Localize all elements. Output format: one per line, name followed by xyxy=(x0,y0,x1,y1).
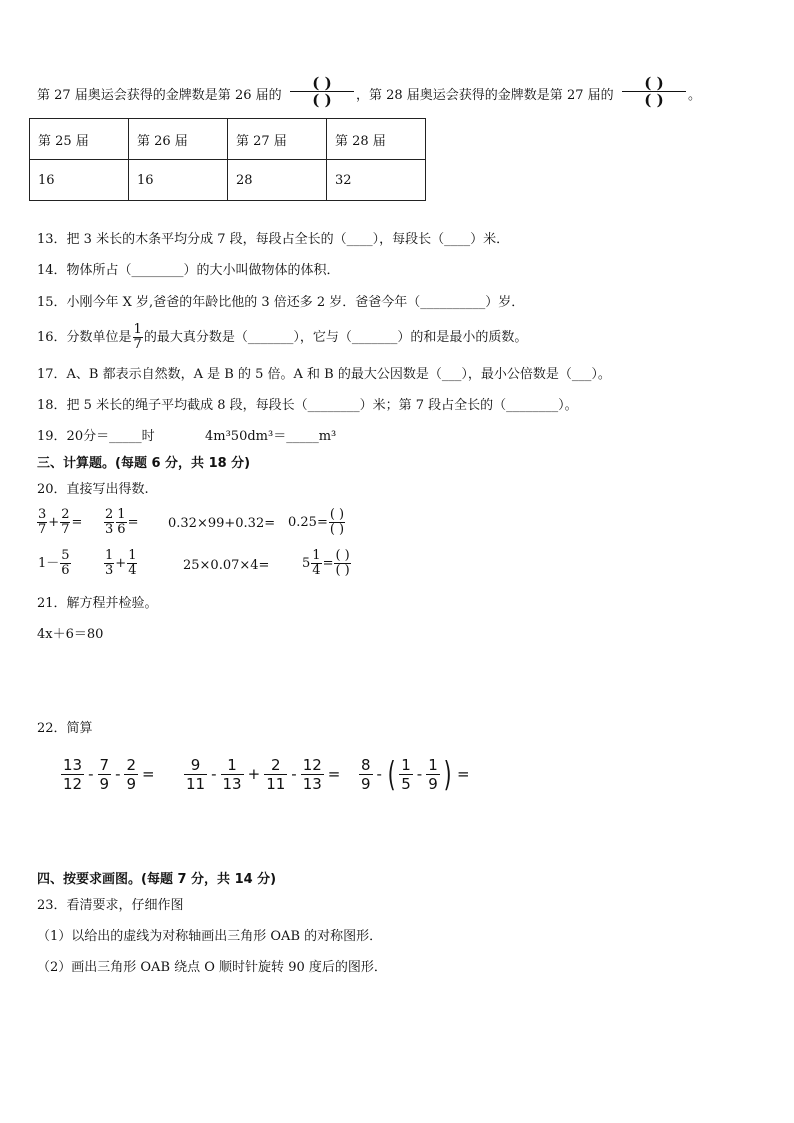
fraction-numerator: 9 xyxy=(190,756,201,774)
left-parenthesis: ( xyxy=(387,754,396,795)
table-cell: 第 27 届 xyxy=(228,119,327,160)
fraction-numerator: 1 xyxy=(133,322,142,337)
fraction xyxy=(98,756,112,793)
q12-blank-denominator-1[interactable]: ( ) xyxy=(312,91,332,109)
section-3-title: 三、计算题。(每题 6 分，共 18 分) xyxy=(37,456,251,471)
fraction-denominator: 4 xyxy=(128,563,137,578)
question-20: 20．直接写出得数. xyxy=(37,482,149,497)
fraction-denominator: 9 xyxy=(99,775,110,793)
calc-1a xyxy=(36,508,82,538)
operator: - xyxy=(115,765,121,783)
q12-text-part2: ，第 28 届奥运会获得的金牌数是第 27 届的 xyxy=(356,88,614,103)
answer-fraction[interactable] xyxy=(334,549,350,578)
equals: = xyxy=(142,765,155,783)
question-14: 14．物体所占（________）的大小叫做物体的体积． xyxy=(37,263,340,278)
table-cell: 32 xyxy=(327,160,426,201)
q12-text-part1: 第 27 届奥运会获得的金牌数是第 26 届的 xyxy=(37,88,282,103)
calc-1b xyxy=(103,508,138,538)
operator: - xyxy=(211,765,217,783)
equals: = xyxy=(127,515,139,530)
operator: + xyxy=(115,556,127,571)
table-cell: 第 25 届 xyxy=(30,119,129,160)
answer-fraction[interactable] xyxy=(329,508,345,537)
question-22: 22．简算 xyxy=(37,721,93,736)
fraction-denominator: 9 xyxy=(361,775,371,793)
q12-answer-fraction-2[interactable] xyxy=(622,75,686,108)
fraction xyxy=(60,508,70,537)
calc-1d xyxy=(288,508,346,538)
q12-answer-fraction-1[interactable] xyxy=(290,75,354,108)
fraction-denominator[interactable]: ( ) xyxy=(329,522,345,537)
fraction xyxy=(264,756,287,793)
question-19b: 4m³50dm³＝_____m³ xyxy=(205,429,337,444)
table-cell: 第 26 届 xyxy=(129,119,228,160)
calc-1c: 0.32×99+0.32= xyxy=(168,516,276,531)
operator: + xyxy=(247,765,261,783)
fraction-denominator: 9 xyxy=(126,775,137,793)
question-16-prefix: 16．分数单位是 xyxy=(37,330,132,345)
simplify-expression-2 xyxy=(183,754,343,794)
fraction-denominator: 9 xyxy=(428,775,438,793)
q12-blank-numerator-2[interactable]: ( ) xyxy=(644,74,664,92)
operator: - xyxy=(416,765,423,783)
fraction-numerator[interactable]: ( ) xyxy=(335,548,350,563)
fraction-denominator: 4 xyxy=(312,563,321,578)
equals: = xyxy=(327,765,341,783)
equals: = xyxy=(71,515,83,530)
fraction-numerator: 1 xyxy=(117,507,126,522)
fraction xyxy=(127,549,137,578)
fraction-denominator: 12 xyxy=(63,775,83,793)
fraction-denominator: 3 xyxy=(105,522,114,537)
whole-number: 5 xyxy=(302,556,311,571)
fraction-numerator: 7 xyxy=(99,756,110,774)
question-15: 15．小刚今年 X 岁,爸爸的年龄比他的 3 倍还多 2 岁．爸爸今年（__________）岁． xyxy=(37,295,525,310)
fraction-denominator: 13 xyxy=(302,775,322,793)
fraction-numerator: 13 xyxy=(63,756,83,774)
question-23: 23．看清要求，仔细作图 xyxy=(37,898,184,913)
fraction xyxy=(104,508,114,537)
fraction-numerator: 1 xyxy=(128,548,137,563)
fraction xyxy=(399,756,413,793)
fraction-numerator: 2 xyxy=(126,756,137,774)
fraction-denominator[interactable]: ( ) xyxy=(335,563,350,578)
fraction-numerator: 1 xyxy=(105,548,114,563)
fraction-numerator: 8 xyxy=(361,756,371,774)
fraction-numerator: 1 xyxy=(401,756,411,774)
fraction-numerator: 2 xyxy=(105,507,114,522)
question-19a: 19．20分＝_____时 xyxy=(37,429,155,444)
fraction-denominator: 3 xyxy=(105,563,114,578)
fraction xyxy=(116,508,126,537)
table-cell: 16 xyxy=(30,160,129,201)
operator: - xyxy=(291,765,297,783)
fraction xyxy=(311,549,321,578)
calc-2c: 25×0.07×4= xyxy=(183,558,270,573)
fraction xyxy=(301,756,324,793)
equals: = xyxy=(457,765,470,783)
fraction xyxy=(37,508,47,537)
fraction-denominator: 11 xyxy=(266,775,286,793)
fraction-numerator: 1 xyxy=(227,756,237,774)
equals: = xyxy=(322,556,334,571)
q12-blank-denominator-2[interactable]: ( ) xyxy=(644,91,664,109)
fraction xyxy=(184,756,207,793)
fraction-denominator: 7 xyxy=(61,522,70,537)
fraction-denominator: 6 xyxy=(117,522,126,537)
question-18: 18．把 5 米长的绳子平均截成 8 段，每段长（________）米；第 7 段占全长的（________）。 xyxy=(37,398,578,413)
fraction-denominator: 11 xyxy=(186,775,206,793)
question-13: 13．把 3 米长的木条平均分成 7 段，每段占全长的（____），每段长（____）米． xyxy=(37,232,510,247)
fraction-numerator[interactable]: ( ) xyxy=(329,507,345,522)
fraction-denominator: 5 xyxy=(401,775,411,793)
medal-table-header-row xyxy=(30,119,426,160)
calc-2b xyxy=(103,549,138,579)
fraction xyxy=(104,549,114,578)
fraction xyxy=(61,756,84,793)
fraction-numerator: 2 xyxy=(61,507,70,522)
question-17: 17．A、B 都表示自然数，A 是 B 的 5 倍。A 和 B 的最大公因数是（___），最小公倍数是（___）。 xyxy=(37,367,611,382)
q12-text-part3: 。 xyxy=(688,88,702,103)
fraction-denominator: 7 xyxy=(133,337,142,352)
question-16 xyxy=(37,322,527,354)
question-16-suffix: 的最大真分数是（_______），它与（_______）的和是最小的质数。 xyxy=(143,330,528,345)
fraction xyxy=(124,756,138,793)
table-cell: 16 xyxy=(129,160,228,201)
section-4-title: 四、按要求画图。(每题 7 分，共 14 分) xyxy=(37,872,277,887)
medal-table-value-row xyxy=(30,160,426,201)
fraction xyxy=(359,756,373,793)
right-parenthesis: ) xyxy=(443,754,452,795)
fraction-numerator: 1 xyxy=(312,548,321,563)
expression: 0.25= xyxy=(288,515,328,530)
fraction-numerator: 3 xyxy=(38,507,47,522)
fraction xyxy=(426,756,440,793)
fraction xyxy=(221,756,244,793)
operator: - xyxy=(88,765,94,783)
q16-unit-fraction xyxy=(133,323,143,352)
calc-2d xyxy=(302,549,352,579)
fraction-numerator: 5 xyxy=(61,548,70,563)
table-cell: 28 xyxy=(228,160,327,201)
fraction-denominator: 6 xyxy=(61,563,70,578)
operator: + xyxy=(48,515,60,530)
fraction-denominator: 7 xyxy=(38,522,47,537)
operator: - xyxy=(376,765,382,783)
question-23-part-2: （2）画出三角形 OAB 绕点 O 顺时针旋转 90 度后的图形． xyxy=(37,960,387,975)
fraction-denominator: 13 xyxy=(222,775,242,793)
question-23-part-1: （1）以给出的虚线为对称轴画出三角形 OAB 的对称图形． xyxy=(37,929,383,944)
medal-table xyxy=(29,118,426,201)
question-21-equation: 4x＋6＝80 xyxy=(37,627,104,642)
fraction xyxy=(60,549,70,578)
fraction-numerator: 1 xyxy=(428,756,438,774)
question-21: 21．解方程并检验。 xyxy=(37,596,158,611)
calc-2a xyxy=(38,549,72,579)
q12-blank-numerator-1[interactable]: ( ) xyxy=(312,74,332,92)
simplify-expression-3 xyxy=(358,754,473,795)
simplify-expression-1 xyxy=(60,754,158,794)
expression: 1－ xyxy=(38,556,60,571)
table-cell: 第 28 届 xyxy=(327,119,426,160)
fraction-numerator: 12 xyxy=(302,756,322,774)
fraction-numerator: 2 xyxy=(270,756,281,774)
